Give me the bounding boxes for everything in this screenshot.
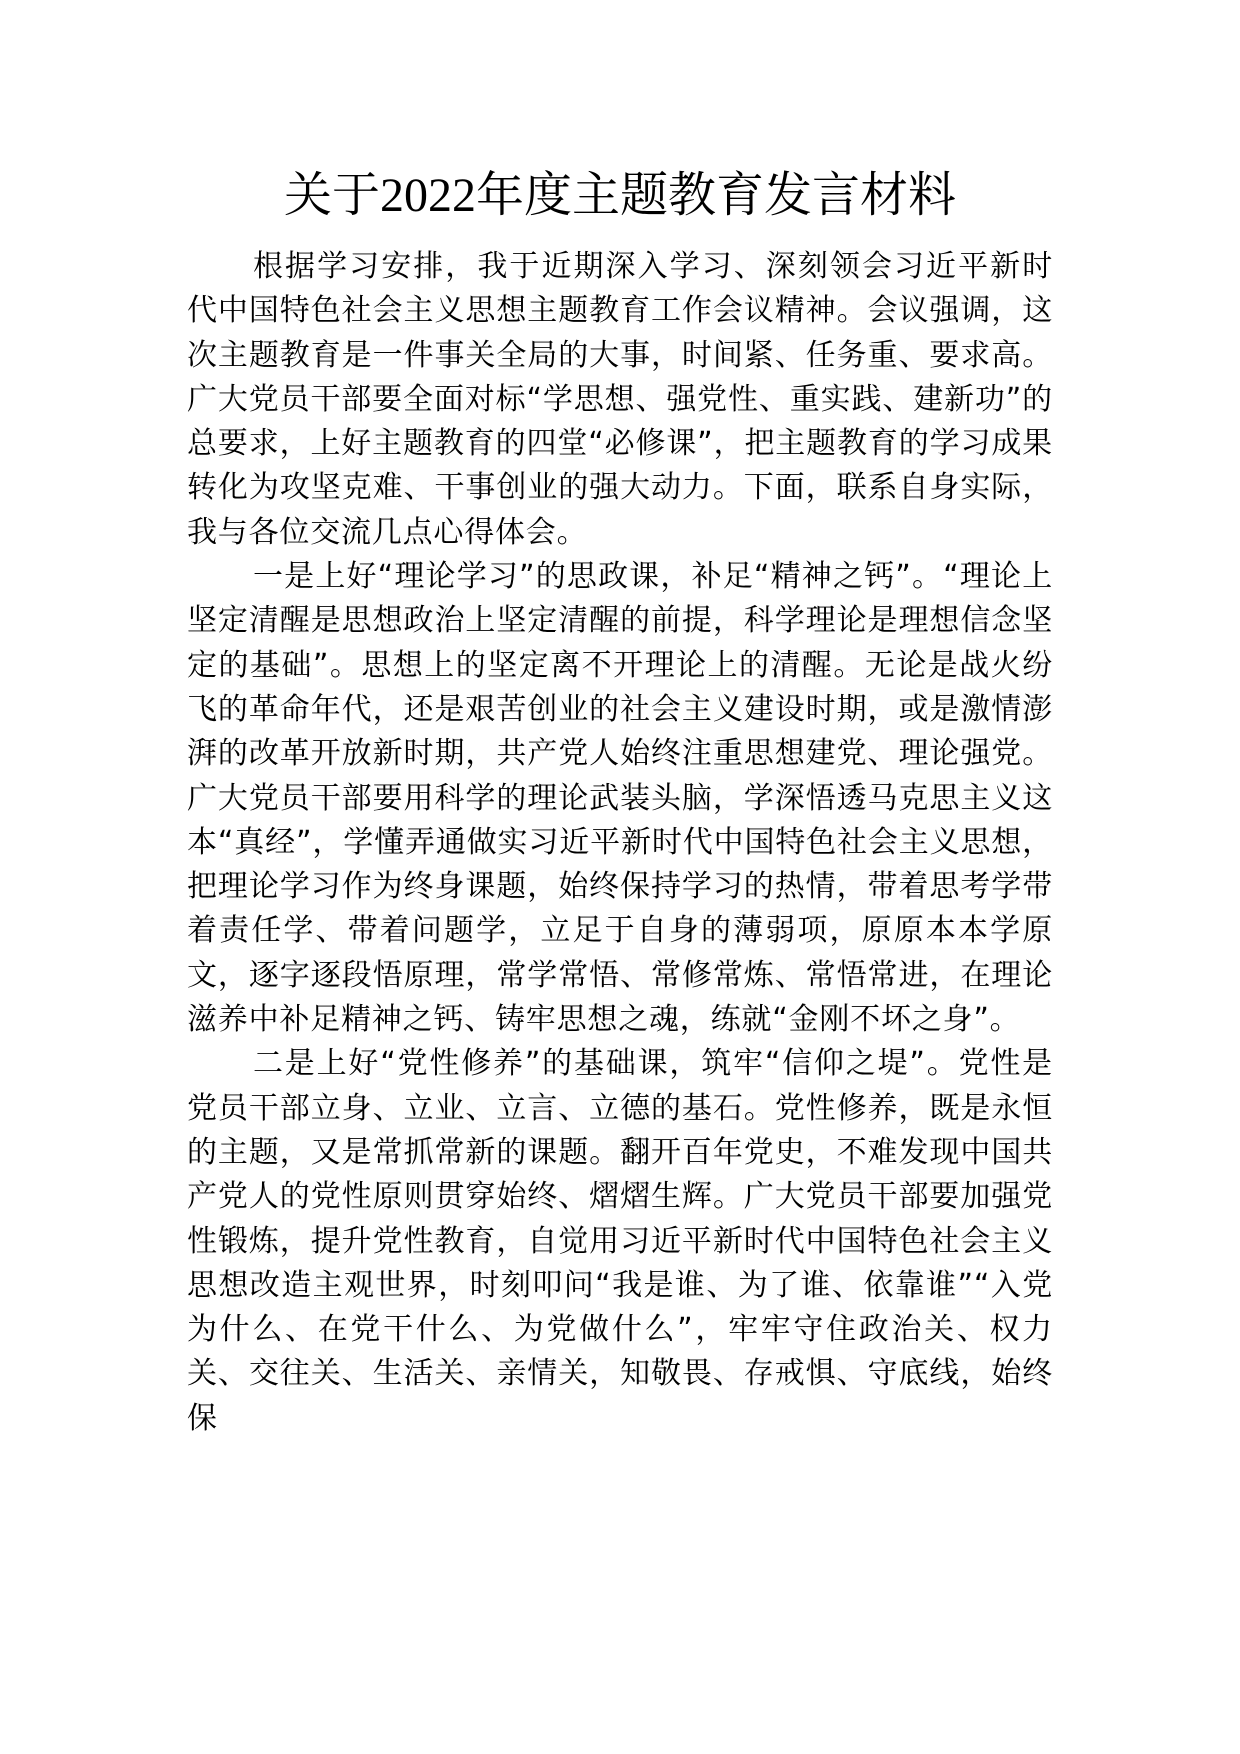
document-title: 关于2022年度主题教育发言材料 <box>283 169 956 222</box>
paragraph-intro: 根据学习安排，我于近期深入学习、深刻领会习近平新时代中国特色社会主义思想主题教育工作会议精神。会议强调，这次主题教育是一件事关全局的大事，时间紧、任务重、要求高。广大党员干部要全面对标“学思想、强党性、重实践、建新功”的总要求，上好主题教育的四堂“必修课”，把主题教育的学习成果转化为攻坚克难、干事创业的强大动力。下面，联系自身实际，我与各位交流几点心得体会。 <box>187 249 1053 550</box>
document-body <box>187 245 1053 1441</box>
paragraph-party-spirit: 二是上好“党性修养”的基础课，筑牢“信仰之堤”。党性是党员干部立身、立业、立言、立德的基石。党性修养，既是永恒的主题，又是常抓常新的课题。翻开百年党史，不难发现中国共产党人的党性原则贯穿始终、熠熠生辉。广大党员干部要加强党性锻炼，提升党性教育，自觉用习近平新时代中国特色社会主义思想改造主观世界，时刻叩问“我是谁、为了谁、依靠谁”“入党为什么、在党干什么、为党做什么”，牢牢守住政治关、权力关、交往关、生活关、亲情关，知敬畏、存戒惧、守底线，始终保 <box>187 1046 1053 1436</box>
paragraph-theory-study: 一是上好“理论学习”的思政课，补足“精神之钙”。“理论上坚定清醒是思想政治上坚定清醒的前提，科学理论是理想信念坚定的基础”。思想上的坚定离不开理论上的清醒。无论是战火纷飞的革命年代，还是艰苦创业的社会主义建设时期，或是激情澎湃的改革开放新时期，共产党人始终注重思想建党、理论强党。广大党员干部要用科学的理论武装头脑，学深悟透马克思主义这本“真经”，学懂弄通做实习近平新时代中国特色社会主义思想，把理论学习作为终身课题，始终保持学习的热情，带着思考学带着责任学、带着问题学，立足于自身的薄弱项，原原本本学原文，逐字逐段悟原理，常学常悟、常修常炼、常悟常进，在理论滋养中补足精神之钙、铸牢思想之魂，练就“金刚不坏之身”。 <box>187 559 1053 1038</box>
